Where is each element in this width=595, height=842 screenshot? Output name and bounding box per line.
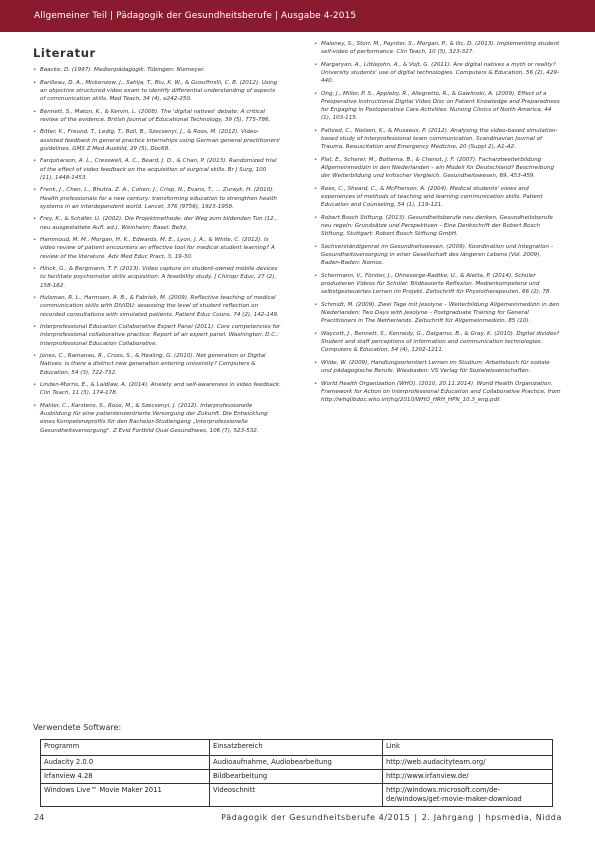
table-row [41,756,553,770]
reference-list-right [314,40,562,404]
right-column [314,40,562,409]
reference-item: • Wilde, W. (2009). Handlungsorientiert Lernen im Studium: Arbeitsbuch für soziale und pädagogische Berufe. Wiesbaden: VS Verlag für Sozialwissenschaften. [314,359,562,375]
footer-separator: | [414,813,418,822]
reference-item: • Frenk, J., Chen, L., Bhutta, Z. A., Cohen, J., Crisp, N., Evans, T., ... Zurayk, H. (2010). Health professionals for a new century: transforming education to strengthen health systems in an interdependent world. Lancet, 376 (9756), 1923-1958. [33,186,281,211]
program-cell: Audacity 2.0.0 [41,756,210,770]
link-cell[interactable]: http://www.irfanview.de/ [383,770,553,784]
reference-item: • Linden-Morris, E., & Laidlaw, A. (2014). Anxiety and self-awareness in video feedback. Clin Teach, 11 (3), 174-178. [33,381,281,397]
table-header-row [41,740,553,756]
footer-publisher: hpsmedia, Nidda [485,813,562,822]
reference-item: • Maloney, S., Storr, M., Paynter, S., Morgan, P., & Ilic, D. (2013). Implementing student self-video of performance. Clin Teach, 10 (5), 323-327. [314,40,562,56]
reference-item: • Mahler, C., Karstens, S., Roos, M., & Szecsenyi, J. (2012). Interprofessionelle Ausbildung für eine patientenzentrierte Versorgung der Zukunft. Die Entwicklung eines Kompetenzprofils für den Bachelor-Studiengang „Interprofessionelle Gesundheitsversorgung". Z Evid Fortbild Qual Gesundhwes, 106 (7), 523-532. [33,402,281,435]
reference-item: • Baacke, D. (1997). Medienpädagogik. Tübingen: Niemeyer. [33,66,281,74]
table-row [41,784,553,807]
reference-item: • Robert Bosch Stiftung. (2013). Gesundheitsberufe neu denken, Gesundheitsberufe neu regeln: Grundsätze und Perspektiven – Eine Denkschrift der Robert Bosch Stiftung. Stuttgart: Robert Bosch Stiftung GmbH. [314,214,562,239]
column-header-program: Programm [41,740,210,756]
reference-item: • Hinck, G., & Bergmann, T. F. (2013). Video capture on student-owned mobile devices to facilitate psychomotor skills acquisition: A feasibility study. J Chiropr Educ, 27 (2), 158-162. [33,265,281,290]
reference-item: • Bennett, S., Maton, K., & Kervin, L. (2008). The 'digital natives' debate: A critical review of the evidence. British Journal of Educational Technology, 39 (5), 775-786. [33,108,281,124]
reference-item: • Farquharson, A. L., Cresswell, A. C., Beard, J. D., & Chan, P. (2013). Randomized trial of the effect of video feedback on the acquisition of surgical skills. Br J Surg, 100 (11), 1448-1453. [33,157,281,182]
reference-item: • Margaryan, A., Littlejohn, A., & Vojt, G. (2011). Are digital natives a myth or reality? University students' use of digital technologies. Computers & Education, 56 (2), 429-440. [314,61,562,86]
usage-cell: Videoschnitt [210,784,383,807]
header-text: Allgemeiner Teil | Pädagogik der Gesundheitsberufe | Ausgabe 4-2015 [34,11,357,21]
reference-list-left [33,66,281,435]
table-row [41,770,553,784]
usage-cell: Bildbearbeitung [210,770,383,784]
reference-item: • Ong, J., Miller, P. S., Appleby, R., Allegretto, R., & Gawlinski, A. (2009). Effect of a Preoperative Instructional Digital Video Disc on Patient Knowledge and Preparedness for Engaging in Postoperative Care Activities. Nursing Clinics of North America, 44 (1), 103-115. [314,90,562,123]
footer-separator: | [478,813,482,822]
left-column [33,40,281,439]
page-number: 24 [34,813,45,822]
reference-item: • Barilleau, D. A., Mickenzow, J., Sahlja, T., Biu, K. W., & Gusuffmilli, C. B. (2012). Using an objective structured video exam to identify differential understanding of aspects of communication skills. Med Teach, 34 (4), e242-250. [33,79,281,104]
footer-info [221,813,562,822]
program-cell: Irfanview 4.28 [41,770,210,784]
link-cell[interactable]: http://web.audacityteam.org/ [383,756,553,770]
reference-item: • Frey, K., & Schäfer, U. (2002). Die Projektmethode: der Weg zum bildenden Tun (12., neu ausgestaltete Aufl. ed.). Weinheim; Basel: Beltz. [33,215,281,231]
reference-item: • Schermann, V., Förster, J., Ohnesorge-Radtke, U., & Aletta, P. (2014). Schüler produzieren Videos für Schüler. Bildbasierte Reflexion. Medienkompetenz und selbstgesteuertes Lernen im Projekt. Zeitschrift für Physiotherapeuten, 66 (2), 78. [314,272,562,297]
reference-item: • Plat, E., Scherer, M., Bottema, B., & Chenot, J. F. (2007). Facharztweiterbildung Allgemeinmedizin in den Niederlanden – ein Modell für Deutschland? Beschreibung der Weiterbildung und kritischer Vergleich. Gesundheitswesen, 69, 453-459. [314,156,562,181]
column-header-link: Link [383,740,553,756]
software-table [40,739,553,807]
reference-item: • Hammoud, M. M., Morgan, H. K., Edwards, M. E., Lyon, J. A., & White, C. (2012). Is video review of patient encounters an effective tool for medical student learning? A review of the literature. Adv Med Educ Pract, 3, 19-30. [33,236,281,261]
page-header [0,0,595,32]
reference-item: • Rees, C., Sheard, C., & McPherson, A. (2004). Medical students' views and experiences of methods of teaching and learning communication skills. Patient Education and Counseling, 54 (1), 119-121. [314,185,562,210]
page-footer [0,810,595,830]
usage-cell: Audioaufnahme, Audiobearbeitung [210,756,383,770]
program-cell: Windows Live™ Movie Maker 2011 [41,784,210,807]
section-title: Literatur [33,46,96,60]
reference-item: • Waycott, J., Bennett, S., Kennedy, G., Dalgarno, B., & Gray, K. (2010). Digital divides? Student and staff perceptions of information and communication technologies. Computers & Education, 54 (4), 1202-1211. [314,330,562,355]
reference-item: • Schmidt, M. (2009). Zwei Tage mit Jesolyne – Weiterbildung Allgemeinmedizin in den Niederlanden: Two Days with Jesolyne – Postgraduate Training for General Practitioners in The Netherlands. Zeitschrift für Allgemeinmedizin, 85 (10). [314,301,562,326]
link-cell[interactable]: http://windows.microsoft.com/de-de/windows/get-movie-maker-download [383,784,553,807]
reference-item: • Sachverständigenrat im Gesundheitswesen. (2009). Koordination und Integration – Gesundheitsversorgung in einer Gesellschaft des längeren Lebens (Vol. 2009). Baden-Baden: Nomos. [314,243,562,268]
software-title: Verwendete Software: [33,723,122,732]
reference-item: • Jones, C., Ramanau, R., Cross, S., & Healing, G. (2010). Net generation or Digital Natives: Is there a distinct new generation entering university? Computers & Education, 54 (3), 722-732. [33,352,281,377]
column-header-usage: Einsatzbereich [210,740,383,756]
footer-journal: Pädagogik der Gesundheitsberufe 4/2015 [221,813,411,822]
reference-item: • Bitter, K., Freund, T., Ledig, T., Boll, B., Szecsenyi, J., & Roos, M. (2012). Video-assisted feedback in general practice internships using German general practitioners' guidelines. GMS Z Med Ausbild, 29 (5), Doc68. [33,128,281,153]
reference-item: • Interprofessional Education Collaborative Expert Panel (2011). Core competencies for interprofessional collaborative practice: Report of an expert panel. Washington, D.C.: Interprofessional Education Collaborative. [33,323,281,348]
reference-item: • Hulsman, R. L., Harmsen, A. B., & Fabriek, M. (2009). Reflective teaching of medical communication skills with DiViDU: assessing the level of student reflection on recorded consultations with simulated patients. Patient Educ Couns, 74 (2), 142-149. [33,294,281,319]
reference-item: • Paltved, C., Nielsen, K., & Musaeus, P. (2012). Analysing the video-based simulation-based study of interprofessional team communication. Scandinavian Journal of Trauma, Resuscitation and Emergency Medicine, 20 (Suppl 2), A1-A2. [314,127,562,152]
footer-year: 2. Jahrgang [421,813,475,822]
reference-item: • World Health Organization (WHO). (2010, 20.11.2014). World Health Organization. Framework for Action on Interprofessional Education and Collaborative Practice, from http://whqlibdoc.who.int/hq/2010/WHO_HRH_HPN_10.3_eng.pdf. [314,380,562,405]
